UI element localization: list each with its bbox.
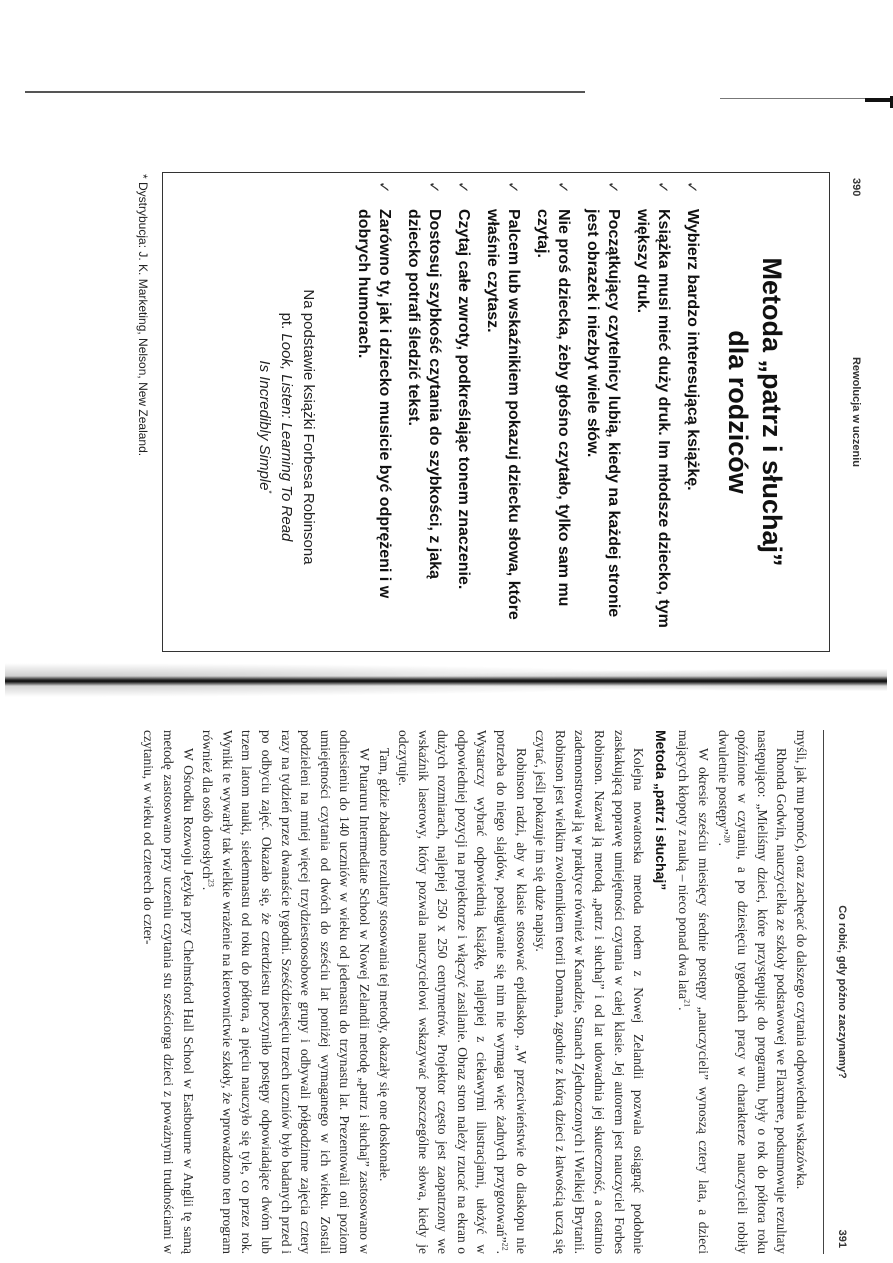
tips-list bbox=[353, 173, 703, 651]
tip-item bbox=[403, 179, 445, 637]
paragraph-text: . bbox=[715, 842, 731, 846]
tip-item bbox=[682, 179, 703, 637]
paragraph-text: W Putaruru Intermediate School w Nowej Zelandii metodę „patrz i słuchaj” zastosowano w odniesieniu do 140 uczniów w wieku od jedenastu do trzynastu lat. Prezentowali oni poziom umiejętności czytania od dwóch do sześciu lat poniżej wymaganego w ich wieku. Zostali podzieleni na mniej więcej trzydziestoosobowe grupy i odbywali półgodzinne zajęcia cztery razy na tydzień przez dwanaście tygodni. Sześćdziesięciu trzech uczniów było badanych przed i po odbyciu zajęć. Okazało się, że czterdziestu poczyniło postępy odpowiadające dwóm lub trzem latom nauki, siedemnastu od roku do półtora, a pięciu nauczyło się tyle, co przez rok. Wyniki te wywarły tak wielkie wrażenie na kierownictwie szkoły, że wprowadzono ten program również dla osób dorosłych bbox=[200, 730, 372, 1254]
paragraph bbox=[531, 730, 649, 1254]
paragraph-text: . Wystarczy wybrać odpowiednią książkę, najlepiej z ciekawymi ilustracjami, ułożyć w odpowiedniej pozycji na projektorze i włączyć zasilanie. Obraz stron należy rzucać na ekran o dużych rozmiarach, najlepiej 250 x 250 centymetrów. Projektor często jest zaopatrzony we wskaźnik laserowy, który pozwala nauczycielowi wskazywać poszczególne słowa, kiedy je odczytuje. bbox=[396, 730, 510, 1254]
source-line bbox=[253, 203, 275, 651]
checkmark-icon: ✓ bbox=[683, 181, 701, 194]
paragraph bbox=[198, 730, 374, 1254]
scan-corner-mark bbox=[865, 98, 893, 102]
body-text bbox=[139, 730, 811, 1254]
source-attribution bbox=[253, 173, 319, 651]
scan-edge-line bbox=[25, 91, 585, 93]
page-number: 391 bbox=[836, 1229, 848, 1248]
running-title: Co robić, gdy późno zaczynamy? bbox=[836, 905, 848, 1079]
tip-item bbox=[453, 179, 474, 637]
paragraph-text: myśli, jak mu pomóc), oraz zachęcać do dalszego czytania odpowiednia wskazówka. bbox=[794, 730, 809, 1190]
paragraph-text: W okresie sześciu miesięcy średnie postępy „nauczycieli” wynoszą cztery lata, a dzieci mających kłopoty z nauką – nieco ponad dwa lata bbox=[676, 730, 712, 1254]
box-title bbox=[721, 173, 789, 651]
checkmark-icon: ✓ bbox=[425, 181, 443, 194]
tip-text: Wybierz bardzo interesującą książkę. bbox=[684, 209, 701, 491]
right-page bbox=[58, 722, 848, 1262]
paragraph-text: Robinson radzi, aby w klasie stosować epidiaskop. „W przeciwieństwie do diaskopu nie potrzeba do niego slajdów, posługiwanie się nim nie wymaga więc żadnych przygotowań” bbox=[494, 730, 529, 1254]
footnote: * Dystrybucja: J. K. Marketing, Nelson, New Zealand. bbox=[136, 174, 150, 457]
source-prefix: pt. bbox=[278, 312, 295, 330]
checkmark-icon: ✓ bbox=[654, 181, 672, 194]
tip-text: Palcem lub wskaźnikiem pokazuj dziecku słowa, które właśnie czytasz. bbox=[484, 209, 522, 620]
running-title: Rewolucja w uczeniu bbox=[850, 356, 862, 468]
paragraph bbox=[394, 730, 531, 1254]
book-title: Look, Listen: Learning To Read bbox=[278, 333, 295, 542]
checkmark-icon: ✓ bbox=[604, 181, 622, 194]
running-head bbox=[823, 730, 848, 1254]
checkmark-icon: ✓ bbox=[504, 181, 522, 194]
tip-text: Dostosuj szybkość czytania do szybkości, z jaką dziecko potrafi śledzić tekst. bbox=[405, 209, 443, 579]
scan-edge-line bbox=[720, 98, 870, 99]
paragraph-text: Tam, gdzie zbadano rezultaty stosowania tej metody, okazały się one doskonałe. bbox=[376, 748, 392, 1182]
book-title: Is Incredibly Simple bbox=[256, 360, 273, 491]
tip-item bbox=[353, 179, 395, 637]
box-title-line: dla rodziców bbox=[723, 330, 753, 494]
paragraph bbox=[374, 730, 394, 1254]
footnote-marker: 21 bbox=[682, 999, 692, 1008]
checkmark-icon: ✓ bbox=[554, 181, 572, 194]
tip-text: Nie proś dziecka, żeby głośno czytało, tylko sam mu czytaj. bbox=[534, 209, 572, 607]
source-line: Na podstawie książki Forbesa Robinsona bbox=[300, 289, 317, 565]
running-head bbox=[842, 172, 862, 652]
tip-text: Czytaj całe zwroty, podkreślając tonem znaczenie. bbox=[455, 209, 472, 590]
paragraph bbox=[713, 730, 791, 1254]
tip-text: Książka musi mieć duży druk. Im młodsze dziecko, tym większy druk. bbox=[634, 209, 672, 628]
tip-item bbox=[632, 179, 674, 637]
paragraph-text: W Ośrodku Rozwoju Języka przy Chelmsford Hall School w Eastbourne w Anglii tę samą metodę zastosowano przy uczeniu czytania stu sześciorga dzieci z poważnymi trudnościami w czytaniu, w wieku od czterech do czter- bbox=[141, 730, 196, 1254]
footnote-marker: 20 bbox=[722, 834, 732, 843]
paragraph-text: . bbox=[676, 1007, 692, 1011]
paragraph-text: Kolejna nowatorska metoda rodem z Nowej Zelandii pozwala osiągnąć podobnie zaskakującą poprawę umiejętności czytania w całej klasie. Jej autorem jest nauczyciel Forbes Robinson. Nazwał ją metodą „patrz i słuchaj” i od lat udowadnia jej skuteczność, a ostatnio zademonstrował ją w praktyce również w Kanadzie, Stanach Zjednoczonych i Wielkiej Brytanii. Robinson jest wielkim zwolennikiem teorii Domana, zgodnie z którą dzieci z łatwością uczą się czytać, jeśli pokazuje im się duże napisy. bbox=[533, 730, 647, 1254]
left-page bbox=[62, 172, 862, 652]
footnote-marker: 22 bbox=[500, 1242, 510, 1251]
book-spine bbox=[5, 676, 887, 686]
tip-text: Początkujący czytelnicy lubią, kiedy na każdej stronie jest obrazek i niezbyt wiele słów. bbox=[584, 209, 622, 618]
tip-item bbox=[482, 179, 524, 637]
checkmark-icon: ✓ bbox=[375, 181, 393, 194]
section-heading: Metoda „patrz i słuchaj” bbox=[652, 730, 669, 891]
paragraph bbox=[139, 730, 198, 1254]
footnote-marker: 23 bbox=[206, 878, 216, 887]
footnote-marker: * bbox=[264, 490, 273, 494]
box-title-line: Metoda „patrz i słuchaj” bbox=[757, 257, 787, 567]
tip-text: Zarówno ty, jak i dziecko musicie być odprężeni i w dobrych humorach. bbox=[355, 209, 393, 599]
paragraph bbox=[791, 730, 811, 1254]
page-number: 390 bbox=[850, 178, 862, 197]
tips-box bbox=[162, 172, 830, 652]
paragraph-text: Rhonda Godwin, nauczycielka ze szkoły podstawowej we Flaxmere, podsumowuje rezultaty następująco: „Mieliśmy dzieci, które przystępując do programu, były o rok do półtora roku opóźnione w czytaniu, a po dziesięciu tygodniach pracy w charakterze nauczycieli robiły dwuletnie postępy” bbox=[715, 730, 790, 1254]
tip-item bbox=[582, 179, 624, 637]
paragraph-text: . bbox=[200, 886, 216, 891]
paragraph bbox=[674, 730, 713, 1254]
source-line bbox=[275, 203, 297, 651]
tip-item bbox=[532, 179, 574, 637]
checkmark-icon: ✓ bbox=[454, 181, 472, 194]
